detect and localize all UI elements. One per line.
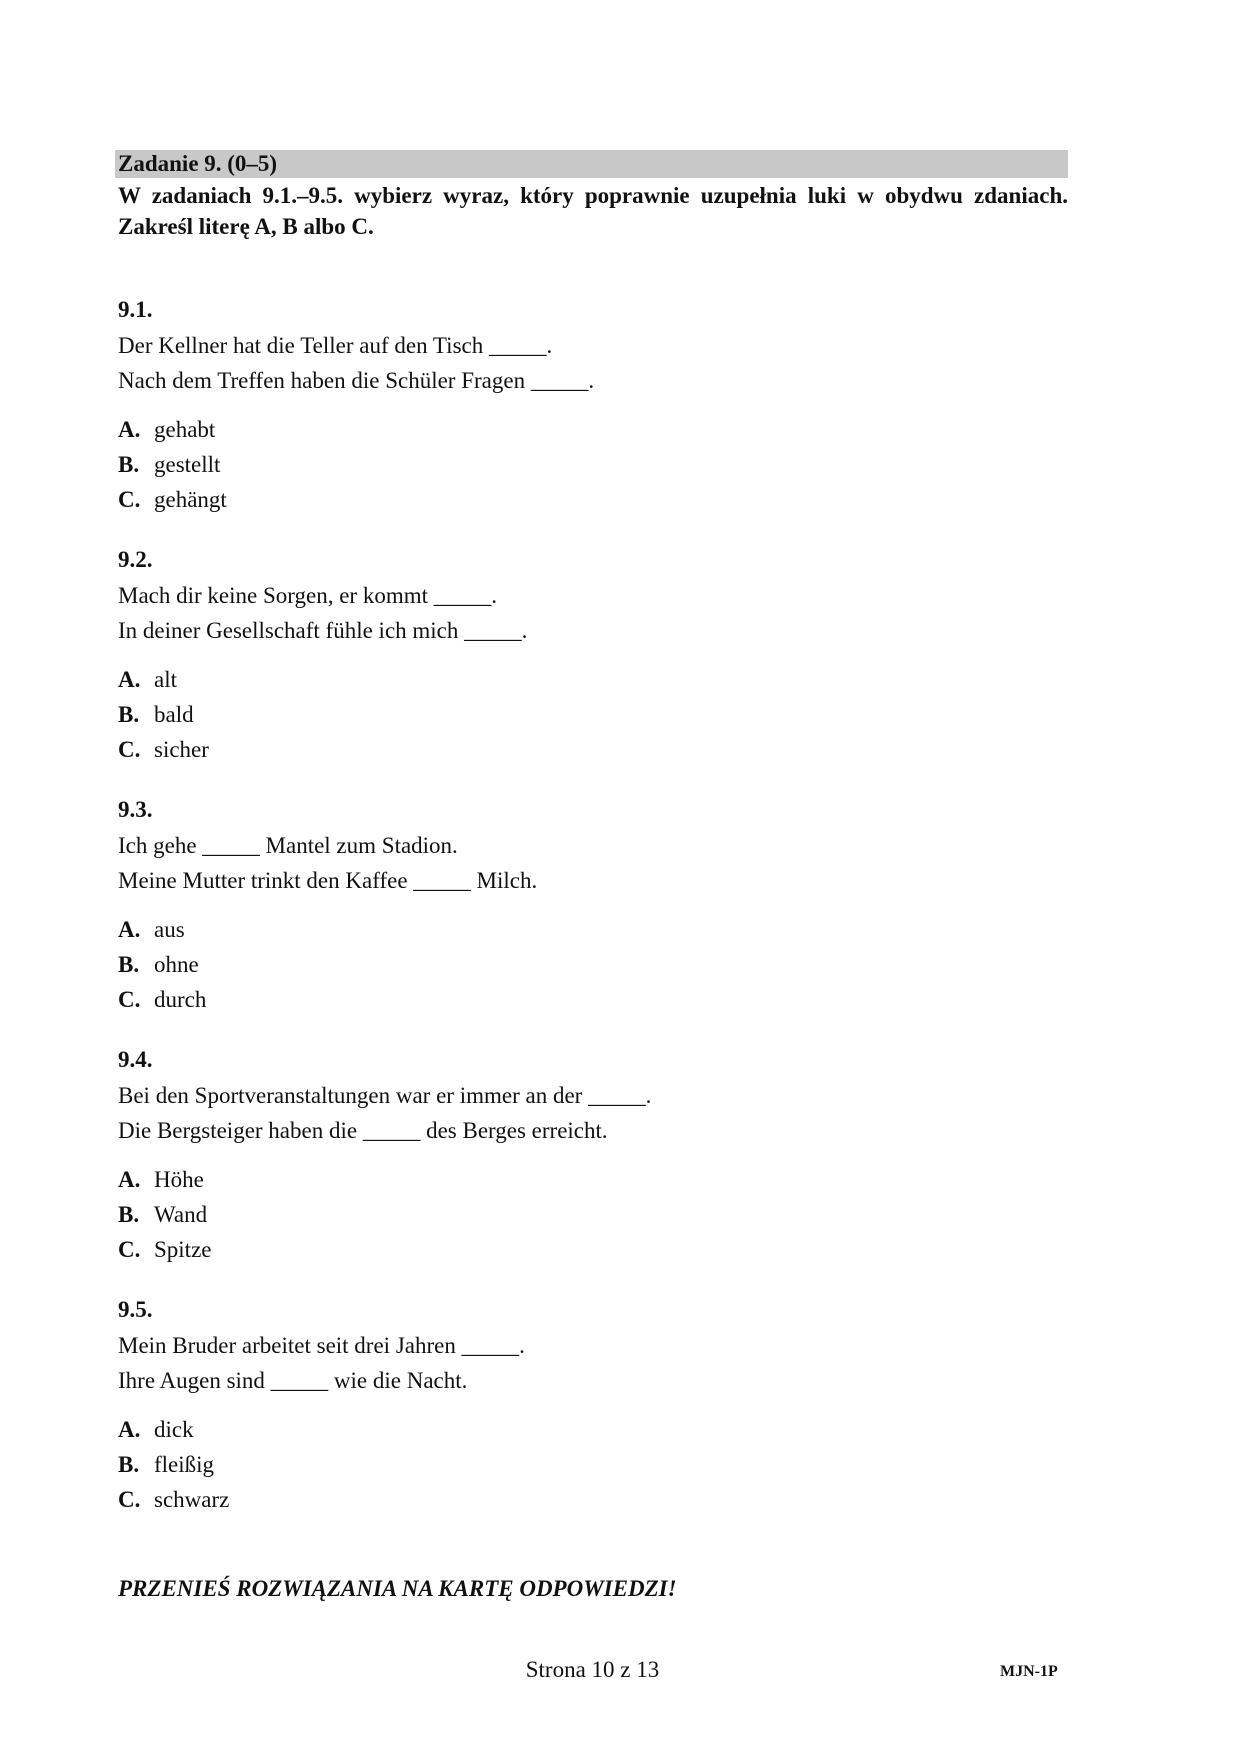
question-9-5 [118, 1294, 1068, 1517]
question-number: 9.5. [118, 1297, 153, 1322]
answer-options [118, 662, 1068, 767]
option-text: durch [154, 987, 207, 1012]
answer-option-c[interactable] [118, 482, 1068, 517]
answer-options [118, 1162, 1068, 1267]
question-sentence: Mach dir keine Sorgen, er kommt _____. [118, 583, 498, 608]
answer-option-b[interactable] [118, 697, 1068, 732]
option-letter: A. [118, 667, 141, 692]
question-number: 9.1. [118, 297, 153, 322]
option-text: Spitze [154, 1237, 212, 1262]
question-number: 9.3. [118, 797, 153, 822]
option-letter: B. [118, 952, 140, 977]
task-header: Zadanie 9. (0–5) [115, 150, 1068, 178]
question-9-2 [118, 544, 1068, 767]
option-text: alt [154, 667, 177, 692]
option-text: aus [154, 917, 185, 942]
question-sentence: Der Kellner hat die Teller auf den Tisch _____. [118, 333, 553, 358]
question-sentence: Bei den Sportveranstaltungen war er immer an der _____. [118, 1083, 652, 1108]
question-9-3 [118, 794, 1068, 1017]
option-letter: B. [118, 702, 140, 727]
option-letter: C. [118, 737, 141, 762]
question-9-4 [118, 1044, 1068, 1267]
question-sentence: Mein Bruder arbeitet seit drei Jahren _____. [118, 1333, 525, 1358]
option-text: dick [154, 1417, 194, 1442]
option-text: sicher [154, 737, 209, 762]
question-sentence: Nach dem Treffen haben die Schüler Fragen _____. [118, 368, 595, 393]
option-letter: C. [118, 987, 141, 1012]
option-letter: A. [118, 917, 141, 942]
closing-instruction: PRZENIEŚ ROZWIĄZANIA NA KARTĘ ODPOWIEDZI! [118, 1576, 677, 1601]
question-sentence: Ich gehe _____ Mantel zum Stadion. [118, 833, 458, 858]
exam-code: MJN-1P [1000, 1663, 1058, 1680]
option-text: fleißig [154, 1452, 215, 1477]
question-number: 9.2. [118, 547, 153, 572]
answer-option-b[interactable] [118, 447, 1068, 482]
page-number: Strona 10 z 13 [525, 1657, 660, 1682]
option-letter: A. [118, 1417, 141, 1442]
answer-option-a[interactable] [118, 1412, 1068, 1447]
answer-options [118, 412, 1068, 517]
answer-options [118, 1412, 1068, 1517]
answer-option-c[interactable] [118, 732, 1068, 767]
option-letter: B. [118, 1202, 140, 1227]
option-text: Höhe [154, 1167, 204, 1192]
option-text: gehängt [154, 487, 227, 512]
option-letter: C. [118, 1237, 141, 1262]
question-sentence: Ihre Augen sind _____ wie die Nacht. [118, 1368, 468, 1393]
option-letter: B. [118, 452, 140, 477]
answer-option-a[interactable] [118, 412, 1068, 447]
option-letter: C. [118, 487, 141, 512]
question-sentence: Meine Mutter trinkt den Kaffee _____ Milch. [118, 868, 538, 893]
option-letter: B. [118, 1452, 140, 1477]
question-number: 9.4. [118, 1047, 153, 1072]
option-letter: C. [118, 1487, 141, 1512]
option-text: ohne [154, 952, 199, 977]
answer-option-a[interactable] [118, 1162, 1068, 1197]
answer-option-a[interactable] [118, 662, 1068, 697]
answer-option-b[interactable] [118, 1447, 1068, 1482]
option-letter: A. [118, 1167, 141, 1192]
option-text: bald [154, 702, 194, 727]
option-letter: A. [118, 417, 141, 442]
answer-options [118, 912, 1068, 1017]
question-sentence: Die Bergsteiger haben die _____ des Berges erreicht. [118, 1118, 608, 1143]
question-sentence: In deiner Gesellschaft fühle ich mich _____. [118, 618, 528, 643]
answer-option-c[interactable] [118, 1232, 1068, 1267]
option-text: gehabt [154, 417, 216, 442]
task-instruction: W zadaniach 9.1.–9.5. wybierz wyraz, który poprawnie uzupełnia luki w obydwu zdaniach. Zakreśl literę A, B albo C. [118, 183, 1068, 239]
answer-option-a[interactable] [118, 912, 1068, 947]
answer-option-b[interactable] [118, 947, 1068, 982]
option-text: Wand [154, 1202, 208, 1227]
option-text: schwarz [154, 1487, 230, 1512]
answer-option-c[interactable] [118, 982, 1068, 1017]
answer-option-c[interactable] [118, 1482, 1068, 1517]
answer-option-b[interactable] [118, 1197, 1068, 1232]
question-9-1 [118, 294, 1068, 517]
option-text: gestellt [154, 452, 221, 477]
